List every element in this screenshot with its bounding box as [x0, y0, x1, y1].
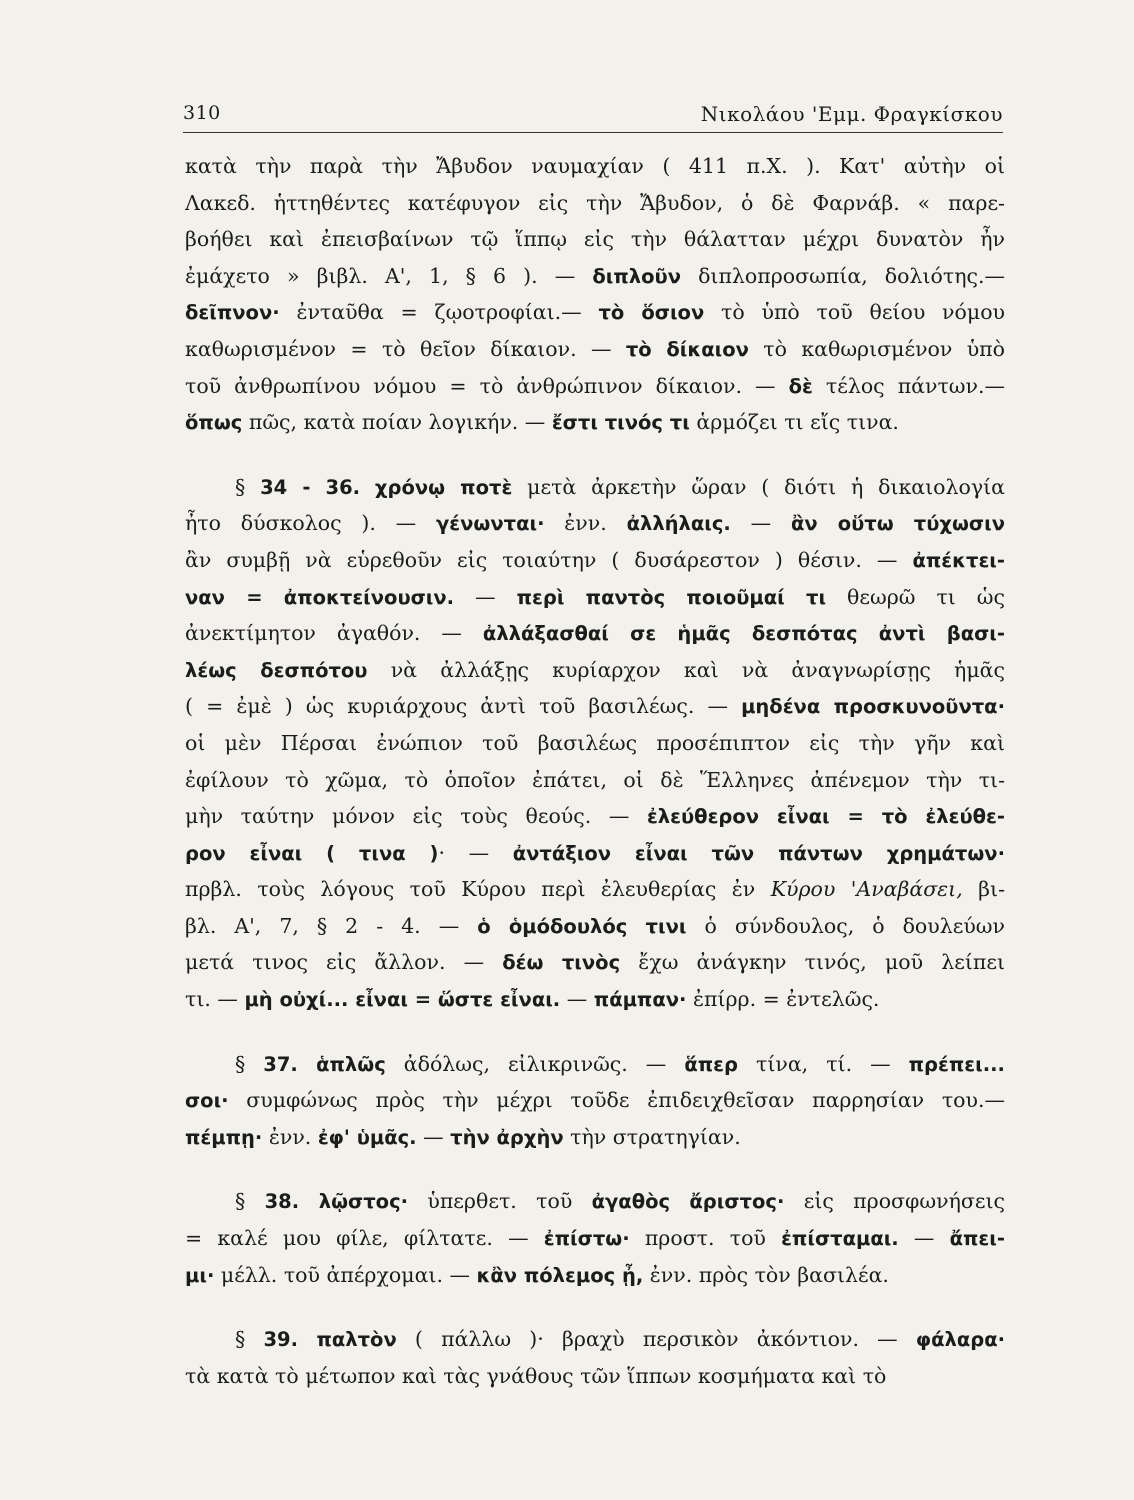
paragraph-gap: [185, 1293, 1005, 1321]
lemma-term: ἄπει-: [949, 1227, 1005, 1251]
gloss-text: §: [235, 474, 261, 499]
text-line: [185, 615, 1005, 652]
gloss-text: ἐνν.: [262, 1124, 318, 1149]
page-number: 310: [183, 102, 221, 124]
lemma-term: κἂν πόλεμος ᾖ,: [476, 1263, 644, 1287]
gloss-text: μέλλ. τοῦ ἀπέρχομαι. —: [214, 1262, 477, 1287]
running-head: Νικολάου 'Εμμ. Φραγκίσκου: [700, 102, 1003, 126]
gloss-text: [360, 475, 375, 499]
gloss-text: ὑπερθετ. τοῦ: [408, 1189, 592, 1214]
gloss-text: μετά τινος εἰς ἄλλον. —: [185, 950, 503, 975]
text-line: [185, 258, 1005, 295]
lemma-term: ἀλλήλαις.: [626, 512, 731, 536]
gloss-text: ἦτο δύσκολος ). —: [185, 511, 436, 536]
gloss-text: ἀνεκτίμητον ἀγαθόν. —: [185, 621, 483, 646]
text-line: [185, 762, 1005, 799]
gloss-text: καθωρισμένον = τὸ θεῖον δίκαιον. —: [185, 336, 626, 361]
text-line: [185, 725, 1005, 762]
lemma-term: ἀλλάξασθαί σε ἡμᾶς δεσπότας ἀντὶ βασι-: [482, 622, 1005, 646]
lemma-term: χρόνῳ ποτὲ: [374, 475, 513, 499]
text-line: [185, 404, 1005, 441]
lemma-term: δεῖπνον·: [185, 301, 280, 325]
gloss-text: ἂν συμβῇ νὰ εὑρεθοῦν εἰς τοιαύτην ( δυσάρεστον ) θέσιν. —: [185, 547, 913, 572]
gloss-text: —: [416, 1124, 451, 1149]
gloss-text: [670, 1189, 689, 1213]
gloss-text: —: [454, 584, 517, 609]
gloss-text: Λακεδ. ἡττηθέντες κατέφυγον εἰς τὴν Ἄβυδον, ὁ δὲ Φαρνάβ. « παρε-: [185, 190, 1005, 215]
text-line: [185, 368, 1005, 405]
lemma-term: μι·: [185, 1263, 215, 1287]
gloss-text: τὸ ὑπὸ τοῦ θείου νόμου: [704, 300, 1005, 325]
lemma-term: 38. λῷστος·: [264, 1190, 409, 1214]
gloss-text: ἐνν. πρὸς τὸν βασιλέα.: [643, 1262, 889, 1287]
gloss-text: μετὰ ἀρκετὴν ὥραν ( διότι ἡ δικαιολογία: [512, 474, 1005, 499]
gloss-text: βοήθει καὶ ἐπεισβαίνων τῷ ἵππῳ εἰς τὴν θάλατταν μέχρι δυνατὸν ἦν: [185, 227, 1005, 252]
lemma-term: γένωνται·: [436, 512, 545, 536]
lemma-term: μηδένα προσκυνοῦντα·: [741, 695, 1005, 719]
gloss-text: ἐπίρρ. = ἐντελῶς.: [686, 987, 880, 1012]
gloss-text: τὸ καθωρισμένον ὑπὸ: [748, 336, 1005, 361]
lemma-term: ἄριστος·: [689, 1190, 785, 1214]
text-line: [185, 1183, 1005, 1220]
text-line: [185, 908, 1005, 945]
gloss-text: διπλοπροσωπία, δολιότης.—: [680, 263, 1005, 288]
text-line: [185, 331, 1005, 368]
gloss-text: βι-: [962, 877, 1005, 902]
gloss-text: τίνα, τί. —: [737, 1051, 909, 1076]
lemma-term: ναν = ἀποκτείνουσιν.: [185, 585, 455, 609]
text-line: [185, 1046, 1005, 1083]
gloss-text: ἐνταῦθα = ζῳοτροφίαι.—: [279, 300, 599, 325]
lemma-term: ἀγαθὸς: [591, 1190, 671, 1214]
gloss-text: ἐμάχετο » βιβλ. Α', 1, § 6 ). —: [185, 263, 593, 288]
lemma-term: 39. παλτὸν: [263, 1328, 397, 1352]
gloss-text: —: [730, 511, 791, 536]
lemma-term: τὸ δίκαιον: [625, 337, 749, 361]
text-line: [185, 1119, 1005, 1156]
gloss-text: ἔχω ἀνάγκην τινός, μοῦ λείπει: [620, 950, 1005, 975]
gloss-text: §: [235, 1051, 264, 1076]
gloss-text: ( = ἐμὲ ) ὡς κυριάρχους ἀντὶ τοῦ βασιλέως. —: [185, 694, 742, 719]
lemma-term: ἐφ' ὑμᾶς.: [317, 1125, 417, 1149]
lemma-term: ἂν οὕτω τύχωσιν: [790, 512, 1005, 536]
lemma-term: ἐπίσταμαι.: [781, 1227, 899, 1251]
gloss-text: ἀδόλως, εἰλικρινῶς. —: [385, 1051, 685, 1076]
text-line: [185, 148, 1005, 185]
text-line: [185, 579, 1005, 616]
lemma-term: 37. ἁπλῶς: [263, 1052, 386, 1076]
gloss-text: τοῦ ἀνθρωπίνου νόμου = τὸ ἀνθρώπινον δίκαιον. —: [185, 373, 789, 398]
gloss-text: τι. —: [185, 987, 245, 1012]
gloss-text: —: [560, 987, 594, 1012]
lemma-term: 34 - 36.: [260, 475, 361, 499]
lemma-term: πάμπαν·: [593, 988, 687, 1012]
lemma-term: μὴ οὐχί... εἶναι = ὥστε εἶναι.: [244, 988, 561, 1012]
lemma-term: ρον εἶναι ( τινα ): [185, 841, 439, 865]
text-line: [185, 981, 1005, 1018]
gloss-text: συμφώνως πρὸς τὴν μέχρι τοῦδε ἐπιδειχθεῖσαν παρρησίαν του.—: [228, 1088, 1005, 1113]
lemma-term: λέως δεσπότου: [185, 658, 368, 682]
gloss-text: προστ. τοῦ: [629, 1226, 782, 1251]
lemma-term: δέω τινὸς: [502, 951, 621, 975]
lemma-term: πέμπῃ·: [185, 1125, 263, 1149]
text-line: [185, 1220, 1005, 1257]
text-line: [185, 871, 1005, 908]
gloss-text: = καλέ μου φίλε, φίλτατε. —: [185, 1226, 544, 1251]
gloss-text: §: [235, 1189, 265, 1214]
lemma-term: δὲ: [788, 374, 813, 398]
lemma-term: ἅπερ: [684, 1052, 738, 1076]
gloss-text: νὰ ἀλλάξῃς κυρίαρχον καὶ νὰ ἀναγνωρίσῃς ἡμᾶς: [367, 657, 1005, 682]
gloss-text: ἁρμόζει τι εἴς τινα.: [689, 410, 899, 435]
text-line: [185, 652, 1005, 689]
text-line: [185, 1358, 1005, 1395]
lemma-term: διπλοῦν: [592, 264, 681, 288]
paragraph: [185, 469, 1005, 1018]
text-line: [185, 1082, 1005, 1119]
text-line: [185, 505, 1005, 542]
gloss-text: ἐνν.: [544, 511, 627, 536]
gloss-text: ὁ σύνδουλος, ὁ δουλεύων: [686, 913, 1005, 938]
lemma-term: τὴν ἀρχὴν: [450, 1125, 564, 1149]
gloss-text: —: [898, 1226, 950, 1251]
gloss-text: πρβλ. τοὺς λόγους τοῦ Κύρου περὶ ἐλευθερίας ἐν: [185, 877, 771, 902]
lemma-term: ἔστι τινός τι: [551, 411, 690, 435]
text-line: [185, 542, 1005, 579]
lemma-term: ἀντάξιον εἶναι τῶν πάντων χρημάτων·: [512, 841, 1005, 865]
text-line: [185, 944, 1005, 981]
gloss-text: κατὰ τὴν παρὰ τὴν Ἄβυδον ναυμαχίαν ( 411 π.Χ. ). Κατ' αὐτὴν οἱ: [185, 154, 1005, 178]
lemma-term: ὅπως: [185, 411, 243, 435]
gloss-text: τὰ κατὰ τὸ μέτωπον καὶ τὰς γνάθους τῶν ἵππων κοσμήματα καὶ τὸ: [185, 1363, 887, 1388]
paragraph: [185, 148, 1005, 441]
text-line: [185, 294, 1005, 331]
gloss-text: §: [235, 1327, 264, 1352]
lemma-term: σοι·: [185, 1089, 229, 1113]
text-line: [185, 798, 1005, 835]
citation-title: Κύρου 'Αναβάσει,: [770, 877, 963, 902]
gloss-text: βλ. Α', 7, § 2 - 4. —: [185, 913, 478, 938]
text-line: [185, 1257, 1005, 1294]
text-line: [185, 688, 1005, 725]
gloss-text: πῶς, κατὰ ποίαν λογικήν. —: [242, 410, 552, 435]
lemma-term: ἀπέκτει-: [912, 548, 1005, 572]
gloss-text: οἱ μὲν Πέρσαι ἐνώπιον τοῦ βασιλέως προσέπιπτον εἰς τὴν γῆν καὶ: [185, 730, 1005, 755]
text-line: [185, 221, 1005, 258]
paragraph-gap: [185, 1018, 1005, 1046]
gloss-text: ( πάλλω )· βραχὺ περσικὸν ἀκόντιον. —: [396, 1327, 916, 1352]
paragraph: [185, 1183, 1005, 1293]
paragraph: [185, 1046, 1005, 1156]
gloss-text: τὴν στρατηγίαν.: [563, 1124, 741, 1149]
lemma-term: φάλαρα·: [915, 1328, 1005, 1352]
lemma-term: ἐλεύθερον εἶναι = τὸ ἐλεύθε-: [646, 805, 1005, 829]
gloss-text: μὴν ταύτην μόνον εἰς τοὺς θεούς. —: [185, 804, 647, 829]
lemma-term: τὸ ὅσιον: [598, 301, 705, 325]
paragraph: [185, 1321, 1005, 1394]
page-header: [183, 96, 1003, 133]
gloss-text: · —: [438, 840, 513, 865]
gloss-text: ἐφίλουν τὸ χῶμα, τὸ ὁποῖον ἐπάτει, οἱ δὲ Ἕλληνες ἀπένεμον τὴν τι-: [185, 767, 1005, 792]
gloss-text: θεωρῶ τι ὡς: [826, 584, 1005, 609]
text-line: [185, 469, 1005, 506]
commentary-text: [185, 148, 1005, 1394]
lemma-term: περὶ παντὸς ποιοῦμαί τι: [516, 585, 827, 609]
lemma-term: ἐπίστω·: [543, 1227, 630, 1251]
paragraph-gap: [185, 441, 1005, 469]
text-line: [185, 185, 1005, 222]
gloss-text: εἰς προσφωνήσεις: [784, 1189, 1005, 1214]
text-line: [185, 835, 1005, 872]
lemma-term: πρέπει...: [908, 1052, 1005, 1076]
text-line: [185, 1321, 1005, 1358]
lemma-term: ὁ ὁμόδουλός τινι: [477, 914, 687, 938]
paragraph-gap: [185, 1155, 1005, 1183]
gloss-text: τέλος πάντων.—: [812, 373, 1005, 398]
